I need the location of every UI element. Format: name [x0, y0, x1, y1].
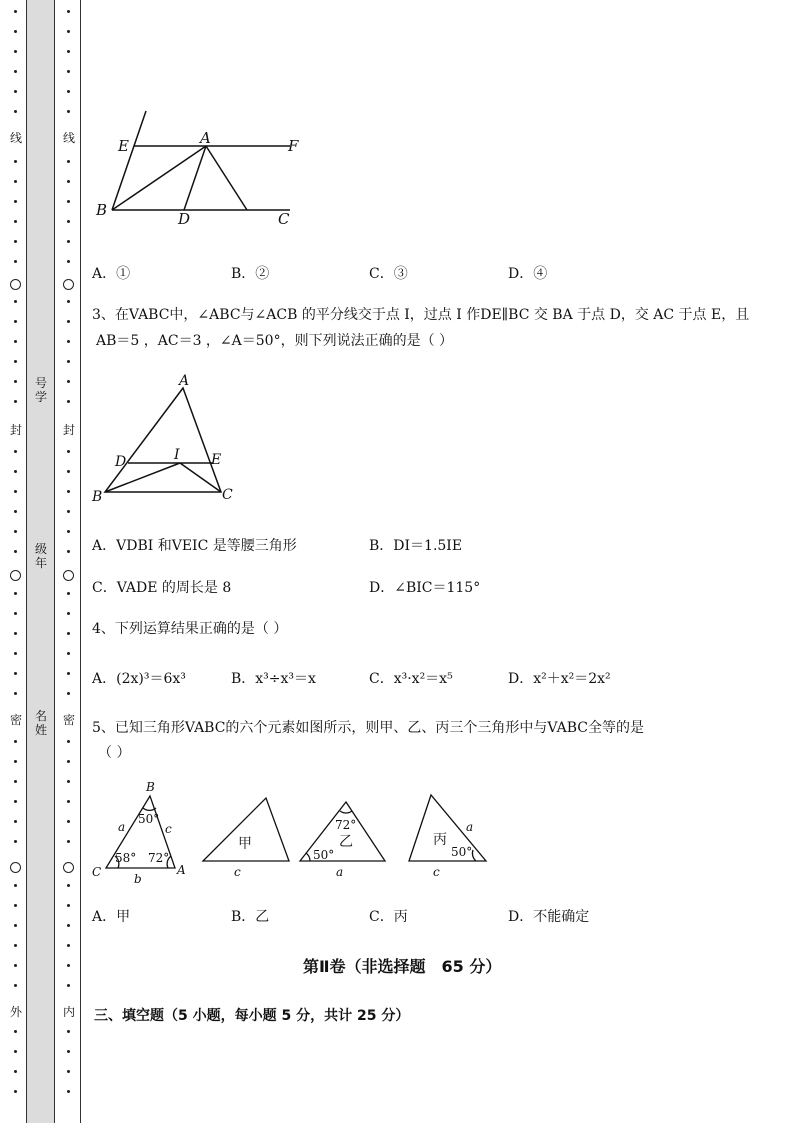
right-dot-column	[67, 300, 71, 420]
right-seal-mi: 密	[62, 713, 75, 727]
label-B: B	[92, 489, 103, 504]
label-B: B	[96, 201, 108, 219]
angle-arc-bing	[472, 850, 476, 861]
q5-option-a[interactable]: A．甲	[92, 909, 131, 925]
q5-option-b[interactable]: B．乙	[231, 909, 270, 925]
line-AD	[184, 146, 206, 210]
label-D: D	[115, 454, 127, 470]
label-angle-B: 50°	[138, 812, 160, 826]
field-student-number: 号 学	[34, 376, 47, 404]
label-angle-C: 58°	[115, 851, 137, 865]
q4-stem: 4、下列运算结果正确的是（ ）	[92, 621, 288, 637]
q5-stem-line1: 5、已知三角形VABC的六个元素如图所示，则甲、乙、丙三个三角形中与VABC全等的是	[92, 720, 644, 736]
right-dot-column	[67, 10, 71, 130]
right-dot-column	[67, 884, 71, 1004]
right-seal-feng: 封	[62, 423, 75, 437]
q3-option-c[interactable]: C．VADE 的周长是 8	[92, 580, 232, 596]
label-F: F	[288, 137, 299, 155]
q4-option-b[interactable]: B．x³÷x³＝x	[231, 671, 316, 687]
left-dot-column	[14, 160, 18, 280]
label-yi: 乙	[339, 834, 353, 850]
left-circle-mark	[10, 862, 21, 873]
q3-option-d[interactable]: D．∠BIC＝115°	[369, 580, 481, 596]
label-jia-side-c: c	[234, 865, 241, 879]
label-bing-angle-50: 50°	[451, 845, 473, 859]
left-seal-feng: 封	[9, 423, 22, 437]
right-dot-column	[67, 592, 71, 712]
q3-geometry-figure	[88, 372, 238, 504]
label-bing-side-a: a	[466, 820, 474, 834]
label-jia: 甲	[238, 836, 252, 852]
right-dot-column	[67, 450, 71, 570]
left-seal-mi: 密	[9, 713, 22, 727]
q5-stem-line2: （ ）	[98, 745, 131, 761]
label-C: C	[92, 865, 102, 879]
right-seal-nei: 内	[62, 1005, 75, 1019]
q3-stem-line2: AB＝5 ，AC＝3 ，∠A＝50°，则下列说法正确的是（ ）	[96, 333, 454, 349]
left-dot-column	[14, 10, 18, 130]
angle-arc-yi-top	[340, 811, 352, 813]
q2-geometry-figure	[90, 105, 320, 235]
label-bing: 丙	[433, 832, 447, 848]
part2-title: 第Ⅱ卷（非选择题 65 分）	[303, 957, 502, 976]
label-D: D	[178, 210, 191, 228]
label-I: I	[174, 447, 180, 463]
label-A: A	[179, 373, 190, 389]
section3-heading: 三、填空题（5 小题，每小题 5 分，共计 25 分）	[94, 1008, 410, 1024]
angle-arc-yi-left	[306, 853, 310, 861]
label-yi-angle-72: 72°	[335, 818, 357, 832]
label-C: C	[278, 210, 290, 228]
field-grade: 级 年	[34, 542, 47, 570]
right-circle-mark	[63, 279, 74, 290]
right-dot-column	[67, 160, 71, 280]
label-C: C	[222, 487, 233, 503]
right-dot-column	[67, 1030, 71, 1110]
q4-option-a[interactable]: A．(2x)³＝6x³	[92, 671, 186, 687]
left-dot-column	[14, 1030, 18, 1110]
label-side-b: b	[134, 872, 142, 886]
q3-option-a[interactable]: A．VDBI 和VEIC 是等腰三角形	[92, 538, 297, 554]
q2-option-b[interactable]: B．②	[231, 266, 270, 282]
q3-stem-line1: 3、在VABC中，∠ABC与∠ACB 的平分线交于点 I，过点 I 作DE∥BC 交 BA 于点 D，交 AC 于点 E，且	[92, 307, 750, 323]
left-seal-wai: 外	[9, 1005, 22, 1019]
label-E: E	[118, 137, 129, 155]
line-A-to-BC	[206, 146, 247, 210]
q2-option-c[interactable]: C．③	[369, 266, 408, 282]
triangle-ABC	[105, 388, 221, 492]
left-dot-column	[14, 740, 18, 860]
field-name: 名 姓	[34, 709, 47, 737]
q5-triangles-figure	[88, 778, 508, 888]
q2-option-a[interactable]: A．①	[92, 266, 131, 282]
line-BE	[112, 111, 146, 210]
left-circle-mark	[10, 570, 21, 581]
q4-option-c[interactable]: C．x³·x²＝x⁵	[369, 671, 453, 687]
left-circle-mark	[10, 279, 21, 290]
label-angle-A: 72°	[148, 851, 170, 865]
q5-option-c[interactable]: C．丙	[369, 909, 408, 925]
label-bing-side-c: c	[433, 865, 440, 879]
label-yi-side-a: a	[336, 865, 344, 879]
label-yi-angle-50: 50°	[313, 848, 335, 862]
left-seal-xian: 线	[9, 131, 22, 145]
left-dot-column	[14, 884, 18, 1004]
left-dot-column	[14, 592, 18, 712]
right-seal-xian: 线	[62, 131, 75, 145]
right-dot-column	[67, 740, 71, 860]
label-E: E	[211, 452, 222, 468]
triangle-bing	[409, 795, 486, 861]
label-A: A	[177, 863, 186, 877]
label-B: B	[146, 780, 155, 794]
q3-option-b[interactable]: B．DI＝1.5IE	[369, 538, 463, 554]
label-side-c: c	[165, 822, 172, 836]
label-side-a: a	[118, 820, 126, 834]
q2-option-d[interactable]: D．④	[508, 266, 548, 282]
q5-option-d[interactable]: D．不能确定	[508, 909, 590, 925]
binding-right-border	[80, 0, 81, 1123]
q4-option-d[interactable]: D．x²＋x²＝2x²	[508, 671, 611, 687]
right-circle-mark	[63, 862, 74, 873]
label-A: A	[200, 129, 211, 147]
right-circle-mark	[63, 570, 74, 581]
left-dot-column	[14, 450, 18, 570]
line-BA	[112, 146, 206, 210]
left-dot-column	[14, 300, 18, 420]
